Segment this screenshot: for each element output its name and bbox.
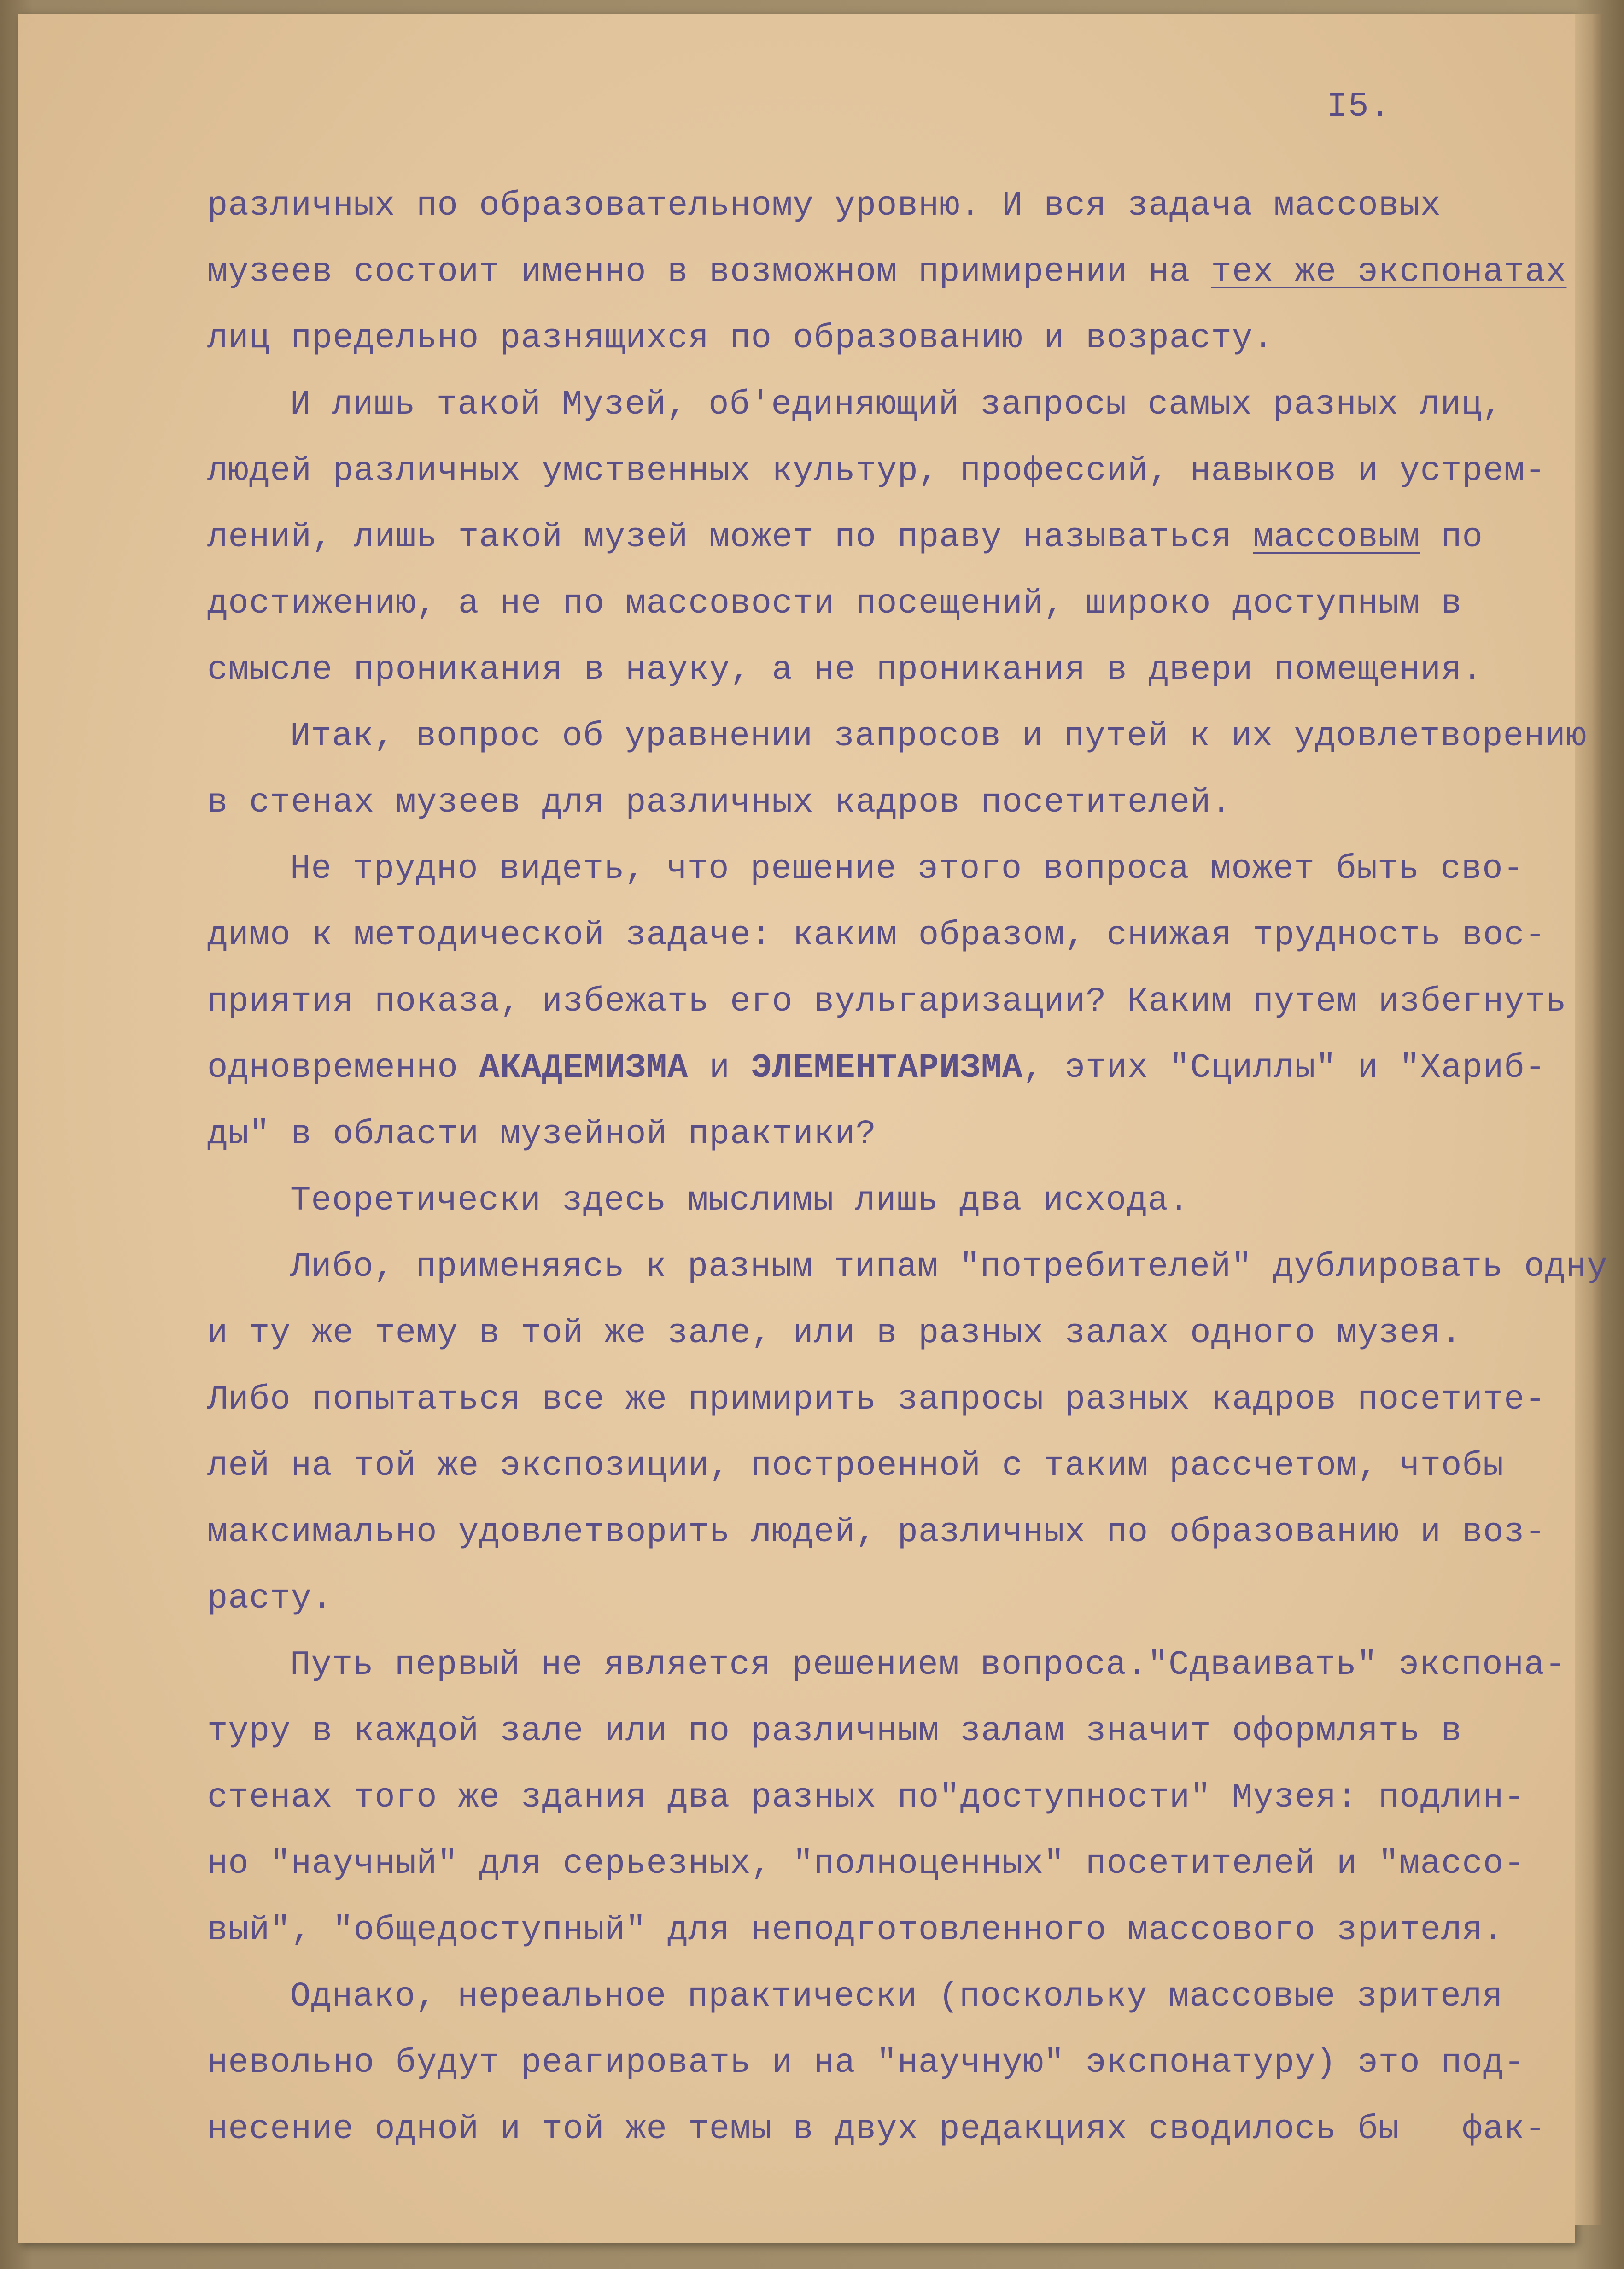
text-line: Путь первый не является решением вопроса."Сдваивать" экспона- xyxy=(290,1646,1566,1684)
text-line: Теоретически здесь мыслимы лишь два исхода. xyxy=(290,1181,1190,1220)
page-number: I5. xyxy=(1326,88,1391,126)
text-line: стенах того же здания два разных по"доступности" Музея: подлин- xyxy=(207,1778,1525,1817)
emphasized-word: АКАДЕМИЗМА xyxy=(479,1049,689,1088)
text-line: Либо попытаться все же примирить запросы разных кадров посетите- xyxy=(207,1380,1546,1419)
text-line: в стенах музеев для различных кадров посетителей. xyxy=(207,784,1232,822)
text-segment: лений, лишь такой музей может по праву называться xyxy=(207,518,1253,557)
text-line: Итак, вопрос об уравнении запросов и путей к их удовлетворению xyxy=(290,717,1587,756)
text-segment: по xyxy=(1420,518,1483,557)
underlined-phrase: массовым xyxy=(1253,518,1420,557)
text-segment: одновременно xyxy=(207,1049,479,1088)
text-line: достижению, а не по массовости посещений, широко доступным в xyxy=(207,585,1462,623)
text-line: различных по образовательному уровню. И вся задача массовых xyxy=(207,187,1442,225)
text-line: вый", "общедоступный" для неподготовленного массового зрителя. xyxy=(207,1911,1504,1950)
text-line: расту. xyxy=(207,1579,333,1618)
text-line: туру в каждой зале или по различным залам значит оформлять в xyxy=(207,1712,1462,1751)
text-line: лей на той же экспозиции, построенной с таким рассчетом, чтобы xyxy=(207,1447,1504,1485)
text-line: ды" в области музейной практики? xyxy=(207,1115,877,1154)
text-line: невольно будут реагировать и на "научную" экспонатуру) это под- xyxy=(207,2044,1525,2082)
page-stack-edge xyxy=(1575,14,1603,2225)
underlined-phrase: тех же экспонатах xyxy=(1211,253,1567,292)
text-line: Однако, нереальное практически (поскольку массовые зрителя xyxy=(290,1977,1503,2016)
text-line xyxy=(207,1035,1571,1101)
text-segment: и xyxy=(688,1049,751,1088)
text-line: Либо, применяясь к разным типам "потребителей" дублировать одну xyxy=(290,1248,1608,1287)
text-segment: музеев состоит именно в возможном примирении на xyxy=(207,253,1211,292)
text-line: лиц предельно разнящихся по образованию и возрасту. xyxy=(207,319,1274,358)
text-line: максимально удовлетворить людей, различных по образованию и воз- xyxy=(207,1513,1546,1552)
typed-text-body xyxy=(207,173,1608,2163)
text-line: смысле проникания в науку, а не проникания в двери помещения. xyxy=(207,651,1483,690)
text-line xyxy=(207,239,1571,305)
text-line: и ту же тему в той же зале, или в разных залах одного музея. xyxy=(207,1314,1462,1353)
text-line: Не трудно видеть, что решение этого вопроса может быть сво- xyxy=(290,850,1525,889)
text-segment: , этих "Сциллы" и "Хариб- xyxy=(1022,1049,1546,1088)
text-line: И лишь такой Музей, об'единяющий запросы самых разных лиц, xyxy=(290,386,1503,424)
text-line: но "научный" для серьезных, "полноценных" посетителей и "массо- xyxy=(207,1845,1525,1883)
text-line xyxy=(207,504,1571,571)
text-line: несение одной и той же темы в двух редакциях сводилось бы фак- xyxy=(207,2110,1546,2149)
document-page xyxy=(18,14,1608,2243)
text-line: димо к методической задаче: каким образом, снижая трудность вос- xyxy=(207,916,1546,955)
emphasized-word: ЭЛЕМЕНТАРИЗМА xyxy=(751,1049,1023,1088)
text-line: приятия показа, избежать его вульгаризации? Каким путем избегнуть xyxy=(207,982,1567,1021)
text-line: людей различных умственных культур, профессий, навыков и устрем- xyxy=(207,452,1546,491)
